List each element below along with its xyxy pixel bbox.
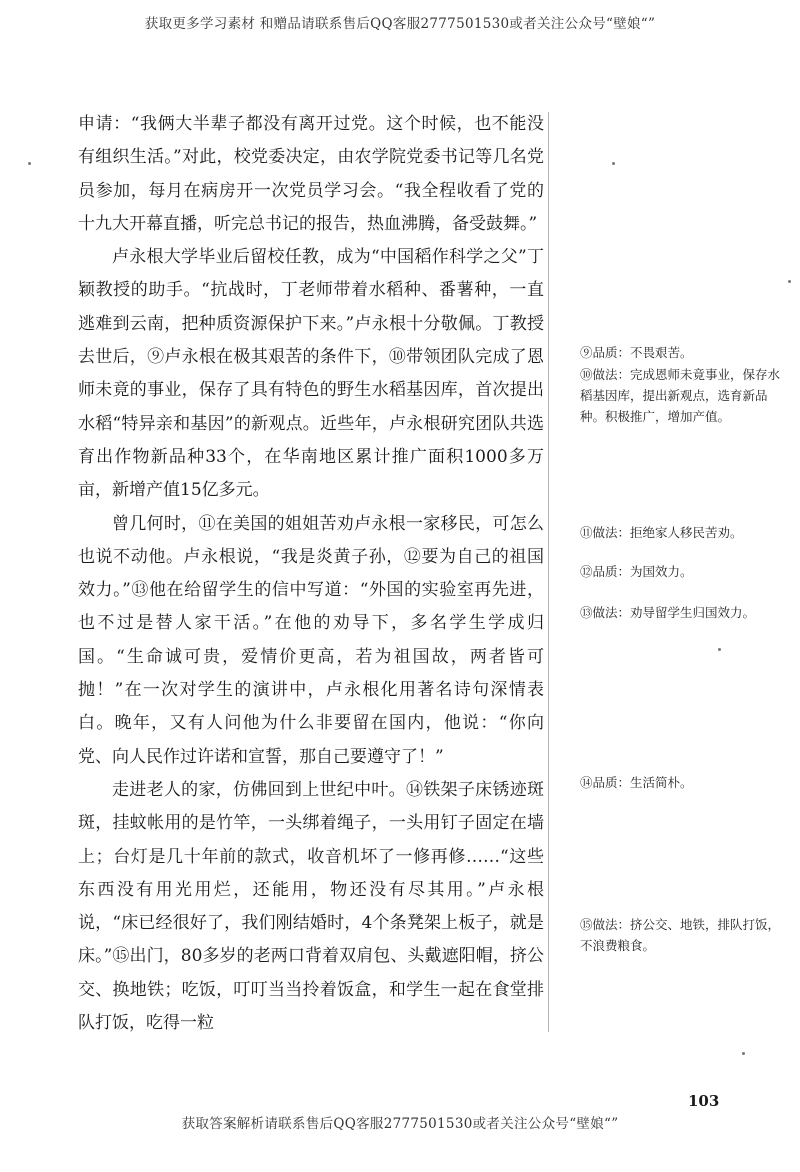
margin-note-9: ⑨品质：不畏艰苦。 — [580, 345, 693, 360]
paragraph-1: 申请：“我俩大半辈子都没有离开过党。这个时候，也不能没有组织生活。”对此，校党委决定，由农学院党委书记等几名党员参加，每月在病房开一次党员学习会。“我全程收看了党的十九大开幕直播，听完总书记的报告，热血沸腾，备受鼓舞。” — [78, 114, 544, 234]
scan-speck — [28, 162, 31, 165]
paragraph-2: 卢永根大学毕业后留校任教，成为“中国稻作科学之父”丁颖教授的助手。“抗战时，丁老师带着水稻种、番薯种，一直逃难到云南，把种质资源保护下来。”卢永根十分敬佩。丁教授去世后，⑨卢永根在极其艰苦的条件下，⑩带领团队完成了恩师未竟的事业，保存了具有特色的野生水稻基因库，首次提出水稻“特异亲和基因”的新观点。近些年，卢永根研究团队共选育出作物新品种33个，在华南地区累计推广面积1000多万亩，新增产值15亿多元。 — [78, 247, 544, 501]
paragraph-4: 走进老人的家，仿佛回到上世纪中叶。⑭铁架子床锈迹斑斑，挂蚊帐用的是竹竿，一头绑着绳子，一头用钉子固定在墙上；台灯是几十年前的款式，收音机坏了一修再修……“这些东西没有用光用烂，还能用，物还没有尽其用。”卢永根说，“床已经很好了，我们刚结婚时，4个条凳架上板子，就是床。”⑮出门，80多岁的老两口背着双肩包、头戴遮阳帽，挤公交、换地铁；吃饭，叮叮当当拎着饭盒，和学生一起在食堂排队打饭，吃得一粒 — [78, 779, 544, 1034]
scan-speck — [742, 1052, 745, 1055]
scan-speck — [718, 648, 721, 651]
main-text — [78, 108, 544, 1040]
page-header: 获取更多学习素材 和赠品请联系售后QQ客服2777501530或者关注公众号“壁娘“” — [144, 16, 656, 32]
margin-note-11: ⑪做法：拒绝家人移民苦劝。 — [580, 525, 743, 540]
margin-divider — [548, 112, 549, 1032]
scan-speck — [788, 280, 791, 283]
margin-note-14: ⑭品质：生活简朴。 — [580, 775, 693, 790]
margin-note-15: ⑮做法：挤公交、地铁，排队打饭，不浪费粮食。 — [580, 917, 781, 953]
page-footer: 获取答案解析请联系售后QQ客服2777501530或者关注公众号“壁娘“” — [181, 1116, 619, 1132]
paragraph-3: 曾几何时，⑪在美国的姐姐苦劝卢永根一家移民，可怎么也说不动他。卢永根说，“我是炎黄子孙，⑫要为自己的祖国效力。”⑬他在给留学生的信中写道：“外国的实验室再先进，也不过是替人家干活。”在他的劝导下，多名学生学成归国。“生命诚可贵，爱情价更高，若为祖国故，两者皆可抛！”在一次对学生的演讲中，卢永根化用著名诗句深情表白。晚年，又有人问他为什么非要留在国内，他说：“你向党、向人民作过许诺和宣誓，那自己要遵守了！” — [78, 513, 544, 767]
margin-note-12: ⑫品质：为国效力。 — [580, 564, 693, 579]
margin-note-10: ⑩做法：完成恩师未竟事业，保存水稻基因库，提出新观点，选育新品种。积极推广，增加产值。 — [580, 367, 781, 424]
margin-note-13: ⑬做法：劝导留学生归国效力。 — [580, 605, 756, 620]
scan-speck — [612, 162, 615, 165]
page-number: 103 — [688, 1092, 720, 1110]
